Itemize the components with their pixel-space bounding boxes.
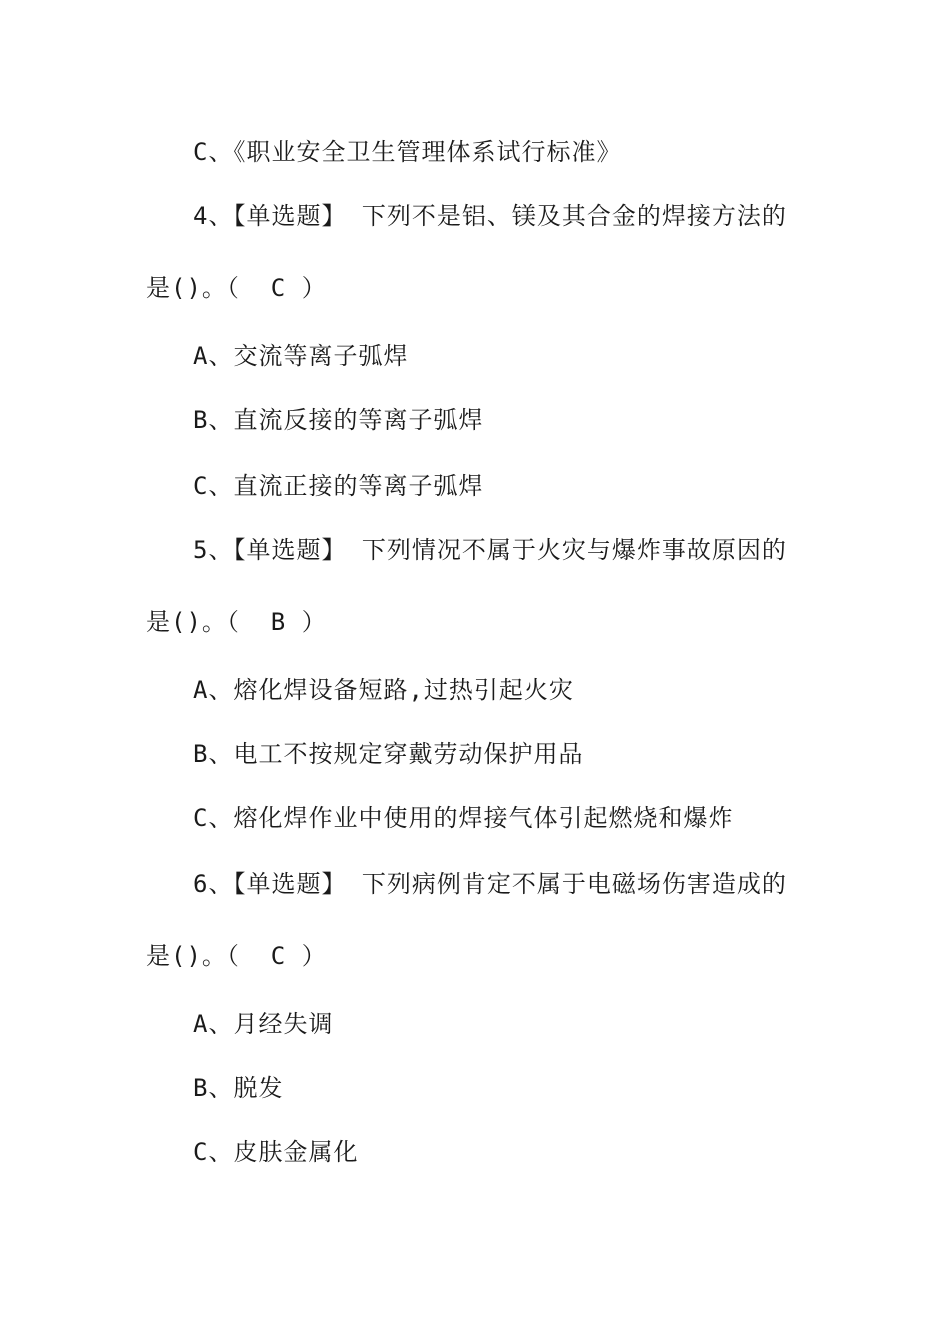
q5-option-c: C、熔化焊作业中使用的焊接气体引起燃烧和爆炸 (193, 804, 734, 832)
q3-option-c: C、《职业安全卫生管理体系试行标准》 (193, 138, 622, 166)
q6-option-b: B、脱发 (193, 1074, 284, 1102)
q5-question: 5、【单选题】 下列情况不属于火灾与爆炸事故原因的 (193, 536, 787, 564)
q4-option-a: A、交流等离子弧焊 (193, 342, 409, 370)
q6-question-cont: 是()。（ C ） (146, 942, 327, 970)
q5-option-b: B、电工不按规定穿戴劳动保护用品 (193, 740, 584, 768)
q4-question: 4、【单选题】 下列不是铝、镁及其合金的焊接方法的 (193, 202, 787, 230)
q6-option-a: A、月经失调 (193, 1010, 334, 1038)
q4-option-b: B、直流反接的等离子弧焊 (193, 406, 484, 434)
q4-question-cont: 是()。（ C ） (146, 274, 327, 302)
q5-option-a: A、熔化焊设备短路,过热引起火灾 (193, 676, 574, 704)
q4-option-c: C、直流正接的等离子弧焊 (193, 472, 484, 500)
q5-question-cont: 是()。（ B ） (146, 608, 327, 636)
q6-option-c: C、皮肤金属化 (193, 1138, 359, 1166)
q6-question: 6、【单选题】 下列病例肯定不属于电磁场伤害造成的 (193, 870, 787, 898)
